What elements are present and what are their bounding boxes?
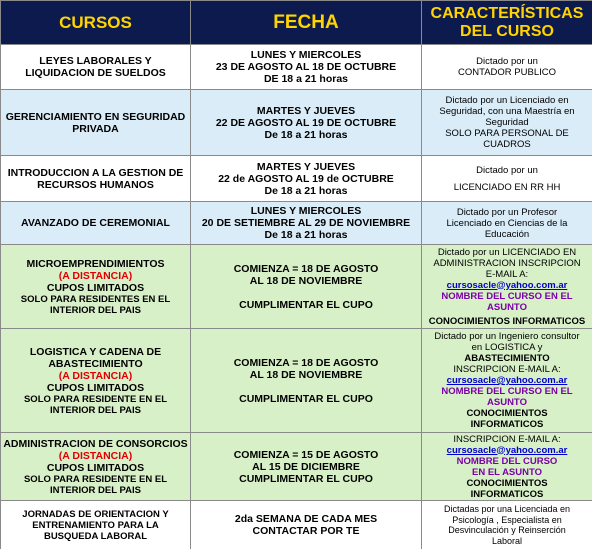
modalidad-label: (A DISTANCIA) xyxy=(58,369,133,382)
carac-line: Psicología , Especialista en xyxy=(452,514,562,525)
caracteristicas-cell xyxy=(422,433,592,501)
table-row xyxy=(1,245,592,329)
curso-line: GERENCIAMIENTO EN SEGURIDAD xyxy=(5,110,186,123)
curso-line: LEYES LABORALES Y xyxy=(39,55,152,67)
carac-line: Dictado por un Profesor xyxy=(456,206,558,218)
curso-line: MICROEMPRENDIMIENTOS xyxy=(26,257,165,270)
fecha-line: LUNES Y MIERCOLES xyxy=(250,205,362,217)
caracteristicas-cell xyxy=(422,156,592,202)
asunto-line: NOMBRE DEL CURSO EN EL xyxy=(441,386,573,397)
conocimientos-line: CONOCIMIENTOS xyxy=(466,408,548,419)
fecha-line: AL 18 DE NOVIEMBRE xyxy=(249,274,363,287)
fecha-line: 20 DE SETIEMBRE AL 29 DE NOVIEMBRE xyxy=(201,217,411,229)
carac-line: Laboral xyxy=(491,535,523,546)
fecha-cell xyxy=(191,433,422,501)
asunto-line: ASUNTO xyxy=(487,397,527,408)
curso-cell xyxy=(1,329,191,433)
caracteristicas-cell xyxy=(422,501,592,549)
asunto-line: ASUNTO xyxy=(487,301,527,313)
carac-line: en LOGISTICA y xyxy=(471,342,543,353)
header-row xyxy=(1,1,592,45)
residentes-line: INTERIOR DEL PAIS xyxy=(50,404,141,416)
curso-line: JORNADAS DE ORIENTACION Y xyxy=(22,508,169,520)
modalidad-label: (A DISTANCIA) xyxy=(58,449,133,462)
header-caracteristicas xyxy=(422,1,592,45)
fecha-cell xyxy=(191,501,422,549)
carac-line: Dictado por un xyxy=(476,56,538,67)
table-row xyxy=(1,501,592,549)
cupos-label: CUPOS LIMITADOS xyxy=(46,281,145,294)
fecha-line: De 18 a 21 horas xyxy=(264,184,348,197)
curso-line: PRIVADA xyxy=(72,122,119,135)
asunto-line: NOMBRE DEL CURSO EN EL xyxy=(441,290,573,302)
carac-line: Licenciado en Ciencias de la xyxy=(446,217,568,229)
caracteristicas-cell xyxy=(422,245,592,329)
carac-line: Dictado por un LICENCIADO EN xyxy=(437,246,577,258)
fecha-cell xyxy=(191,202,422,245)
table-row xyxy=(1,156,592,202)
table-row xyxy=(1,90,592,156)
curso-cell xyxy=(1,156,191,202)
email-link[interactable]: cursosacle@yahoo.com.ar xyxy=(446,375,568,386)
conocimientos-line: CONOCIMIENTOS INFORMATICOS xyxy=(428,315,586,327)
fecha-cell xyxy=(191,245,422,329)
caracteristicas-cell xyxy=(422,329,592,433)
fecha-line: CUMPLIMENTAR EL CUPO xyxy=(239,472,373,485)
curso-line: AVANZADO DE CEREMONIAL xyxy=(21,217,170,229)
residentes-line: SOLO PARA RESIDENTES EN EL xyxy=(20,293,171,305)
curso-line: INTRODUCCION A LA GESTION DE xyxy=(7,166,184,179)
fecha-line: 2da SEMANA DE CADA MES xyxy=(234,513,378,525)
fecha-line: AL 18 DE NOVIEMBRE xyxy=(249,368,363,381)
fecha-cell xyxy=(191,90,422,156)
carac-line: Educación xyxy=(484,228,530,240)
cupos-label: CUPOS LIMITADOS xyxy=(46,461,145,474)
fecha-cell xyxy=(191,45,422,90)
curso-line: ABASTECIMIENTO xyxy=(48,357,143,370)
curso-line: ADMINISTRACION DE CONSORCIOS xyxy=(3,437,188,450)
carac-line: INSCRIPCION E-MAIL A: xyxy=(453,364,561,375)
conocimientos-line: CONOCIMIENTOS xyxy=(466,477,548,489)
fecha-line: COMIENZA = 18 DE AGOSTO xyxy=(233,356,379,369)
carac-line: Seguridad, con una Maestría en xyxy=(439,106,575,117)
curso-cell xyxy=(1,433,191,501)
conocimientos-line: INFORMATICOS xyxy=(470,488,544,500)
conocimientos-line: INFORMATICOS xyxy=(470,419,544,430)
fecha-line: 23 DE AGOSTO AL 18 DE OCTUBRE xyxy=(215,61,397,73)
fecha-line: COMIENZA = 15 DE AGOSTO xyxy=(233,448,379,461)
curso-line: ENTRENAMIENTO PARA LA xyxy=(32,519,159,531)
header-carac-line-1: CARACTERÍSTICAS xyxy=(430,4,584,22)
caracteristicas-cell xyxy=(422,90,592,156)
asunto-line: EN EL ASUNTO xyxy=(471,466,543,478)
fecha-line: COMIENZA = 18 DE AGOSTO xyxy=(233,262,379,275)
carac-line: CONTADOR PUBLICO xyxy=(457,67,556,78)
fecha-line: MARTES Y JUEVES xyxy=(256,160,356,173)
curso-line: RECURSOS HUMANOS xyxy=(37,178,154,191)
carac-line: ADMINISTRACION INSCRIPCION xyxy=(433,257,581,269)
fecha-line: AL 15 DE DICIEMBRE xyxy=(252,460,360,473)
fecha-cell xyxy=(191,156,422,202)
fecha-cell xyxy=(191,329,422,433)
table-row xyxy=(1,329,592,433)
fecha-line: MARTES Y JUEVES xyxy=(256,104,356,117)
fecha-line: LUNES Y MIERCOLES xyxy=(250,49,362,61)
carac-line: E-MAIL A: xyxy=(485,268,529,280)
carac-line: LICENCIADO EN RR HH xyxy=(453,181,561,193)
carac-line: Seguridad xyxy=(485,117,529,128)
residentes-line: INTERIOR DEL PAIS xyxy=(50,484,141,496)
curso-cell xyxy=(1,90,191,156)
fecha-line: DE 18 a 21 horas xyxy=(263,73,349,85)
fecha-line: 22 DE AGOSTO AL 19 DE OCTUBRE xyxy=(215,116,397,129)
carac-line: Dictado por un xyxy=(476,164,538,176)
fecha-line: 22 de AGOSTO AL 19 de OCTUBRE xyxy=(218,172,394,185)
table-row xyxy=(1,433,592,501)
header-carac-line-2: DEL CURSO xyxy=(460,22,554,40)
modalidad-label: (A DISTANCIA) xyxy=(58,269,133,282)
curso-cell xyxy=(1,245,191,329)
carac-line: Dictado por un Licenciado en xyxy=(445,95,569,106)
email-link[interactable]: cursosacle@yahoo.com.ar xyxy=(446,279,568,291)
cupos-label: CUPOS LIMITADOS xyxy=(46,381,145,394)
residentes-line: SOLO PARA RESIDENTE EN EL xyxy=(23,393,168,405)
carac-line: ABASTECIMIENTO xyxy=(464,353,550,364)
carac-line: CUADROS xyxy=(483,139,531,150)
curso-line: BUSQUEDA LABORAL xyxy=(43,530,148,542)
header-cursos: CURSOS xyxy=(1,1,191,45)
caracteristicas-cell xyxy=(422,202,592,245)
curso-line: LOGISTICA Y CADENA DE xyxy=(29,345,162,358)
carac-line: Dictadas por una Licenciada en xyxy=(443,504,571,514)
curso-line: LIQUIDACION DE SUELDOS xyxy=(25,67,166,79)
caracteristicas-cell xyxy=(422,45,592,90)
curso-cell xyxy=(1,202,191,245)
carac-line: Desvinculación y Reinserción xyxy=(448,525,566,535)
header-fecha: FECHA xyxy=(191,1,422,45)
asunto-line: NOMBRE DEL CURSO xyxy=(456,455,558,467)
curso-cell xyxy=(1,501,191,549)
fecha-line: De 18 a 21 horas xyxy=(264,229,348,241)
fecha-line: De 18 a 21 horas xyxy=(264,128,348,141)
table-row xyxy=(1,45,592,90)
carac-line: Dictado por un Ingeniero consultor xyxy=(434,331,580,342)
carac-line: INSCRIPCION E-MAIL A: xyxy=(453,433,561,445)
residentes-line: SOLO PARA RESIDENTE EN EL xyxy=(23,473,168,485)
fecha-line: CUMPLIMENTAR EL CUPO xyxy=(239,392,373,405)
fecha-line: CONTACTAR POR TE xyxy=(252,525,360,537)
carac-line: SOLO PARA PERSONAL DE xyxy=(445,128,569,139)
email-link[interactable]: cursosacle@yahoo.com.ar xyxy=(446,444,568,456)
curso-cell xyxy=(1,45,191,90)
fecha-line: CUMPLIMENTAR EL CUPO xyxy=(239,298,373,311)
residentes-line: INTERIOR DEL PAIS xyxy=(50,304,141,316)
table-row xyxy=(1,202,592,245)
